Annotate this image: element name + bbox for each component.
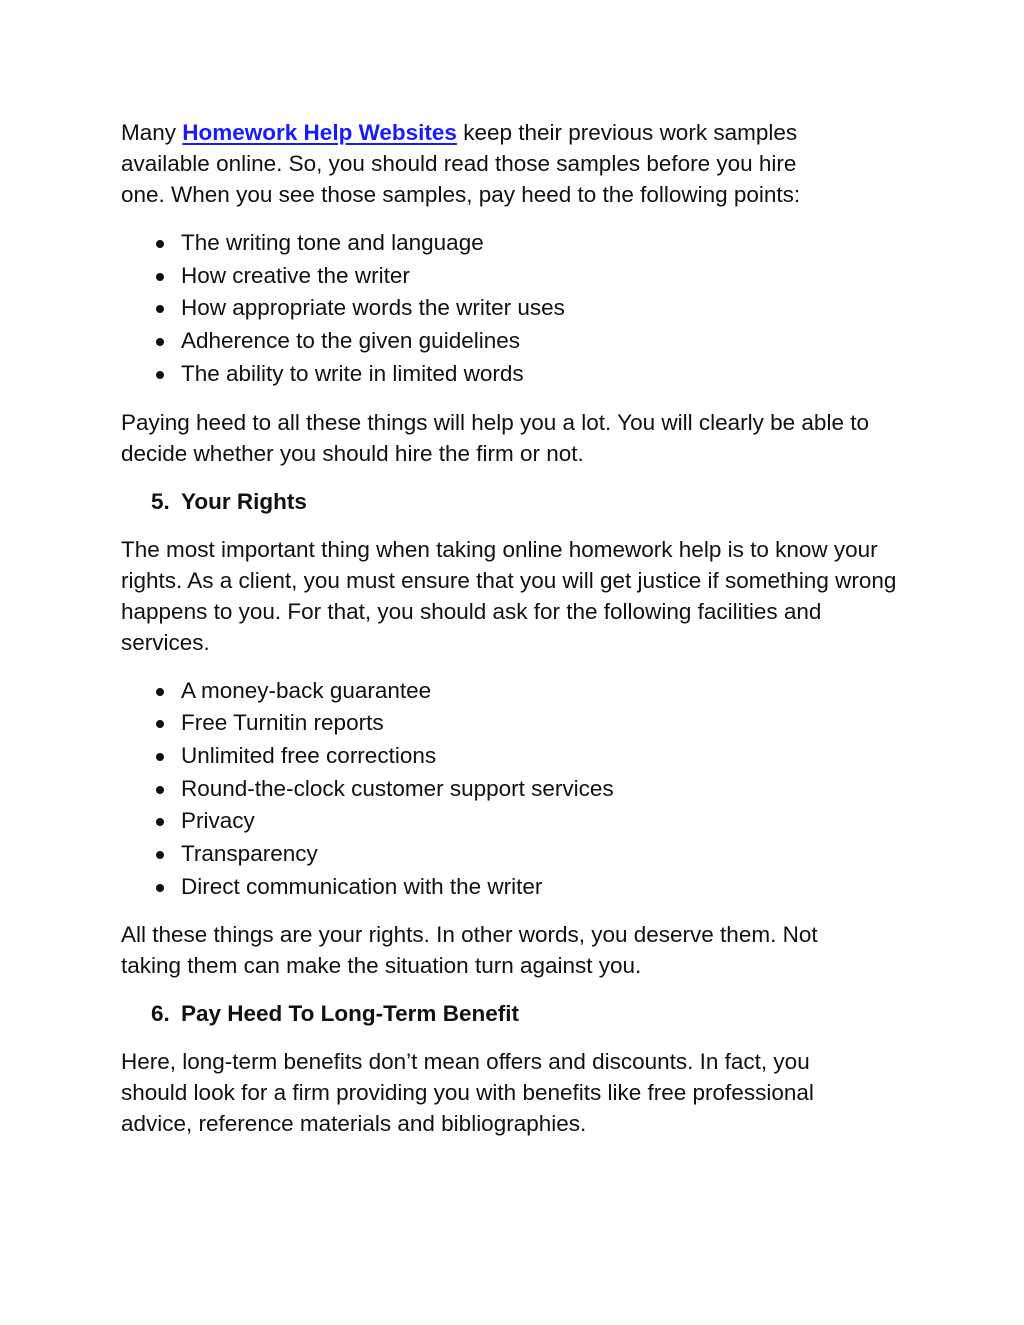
intro-text-after-link: keep their previous work samples available online. So, you should read those samples before you hire one. When you see those samples, pay heed to the following points: <box>121 120 801 207</box>
bullet-icon <box>156 818 164 826</box>
bullet-icon <box>156 688 164 696</box>
list-item: The writing tone and language <box>121 227 921 260</box>
bullet-icon <box>156 338 164 346</box>
section-6-heading <box>121 998 921 1029</box>
list-item: Unlimited free corrections <box>121 740 921 773</box>
list-item: How appropriate words the writer uses <box>121 292 921 325</box>
bullet-icon <box>156 240 164 248</box>
section-5-number: 5. <box>151 488 170 514</box>
points-list <box>121 227 921 391</box>
bullet-icon <box>156 371 164 379</box>
list-item: Direct communication with the writer <box>121 871 921 904</box>
rights-list <box>121 675 921 904</box>
section-5-body: The most important thing when taking online homework help is to know your rights. As a client, you must ensure that you will get justice if something wrong happens to you. For that, you should ask for the following facilities and services. <box>121 536 897 655</box>
intro-paragraph <box>121 117 841 210</box>
list-item: A money-back guarantee <box>121 675 921 708</box>
bullet-icon <box>156 273 164 281</box>
section-5-heading <box>121 486 921 517</box>
bullet-icon <box>156 884 164 892</box>
list-item: Privacy <box>121 805 921 838</box>
bullet-icon <box>156 851 164 859</box>
list-item: Round-the-clock customer support services <box>121 773 921 806</box>
section-5-conclusion: All these things are your rights. In other words, you deserve them. Not taking them can make the situation turn against you. <box>121 922 818 979</box>
bullet-icon <box>156 786 164 794</box>
section-6-title: Pay Heed To Long-Term Benefit <box>181 1001 519 1027</box>
list-item: Adherence to the given guidelines <box>121 325 921 358</box>
section-5-title: Your Rights <box>181 488 307 514</box>
section-6-body: Here, long-term benefits don’t mean offers and discounts. In fact, you should look for a firm providing you with benefits like free professional advice, reference materials and bibliographies. <box>121 1049 814 1137</box>
homework-help-websites-link[interactable]: Homework Help Websites <box>182 120 457 145</box>
document-page <box>121 117 921 1156</box>
list-item: Free Turnitin reports <box>121 707 921 740</box>
intro-text-before-link: Many <box>121 120 183 145</box>
bullet-icon <box>156 753 164 761</box>
list-item: The ability to write in limited words <box>121 358 921 391</box>
bullet-icon <box>156 720 164 728</box>
section-6-number: 6. <box>151 1001 170 1027</box>
bullet-icon <box>156 305 164 313</box>
list-item: Transparency <box>121 838 921 871</box>
points-conclusion: Paying heed to all these things will help you a lot. You will clearly be able to decide whether you should hire the firm or not. <box>121 409 869 466</box>
list-item: How creative the writer <box>121 260 921 293</box>
